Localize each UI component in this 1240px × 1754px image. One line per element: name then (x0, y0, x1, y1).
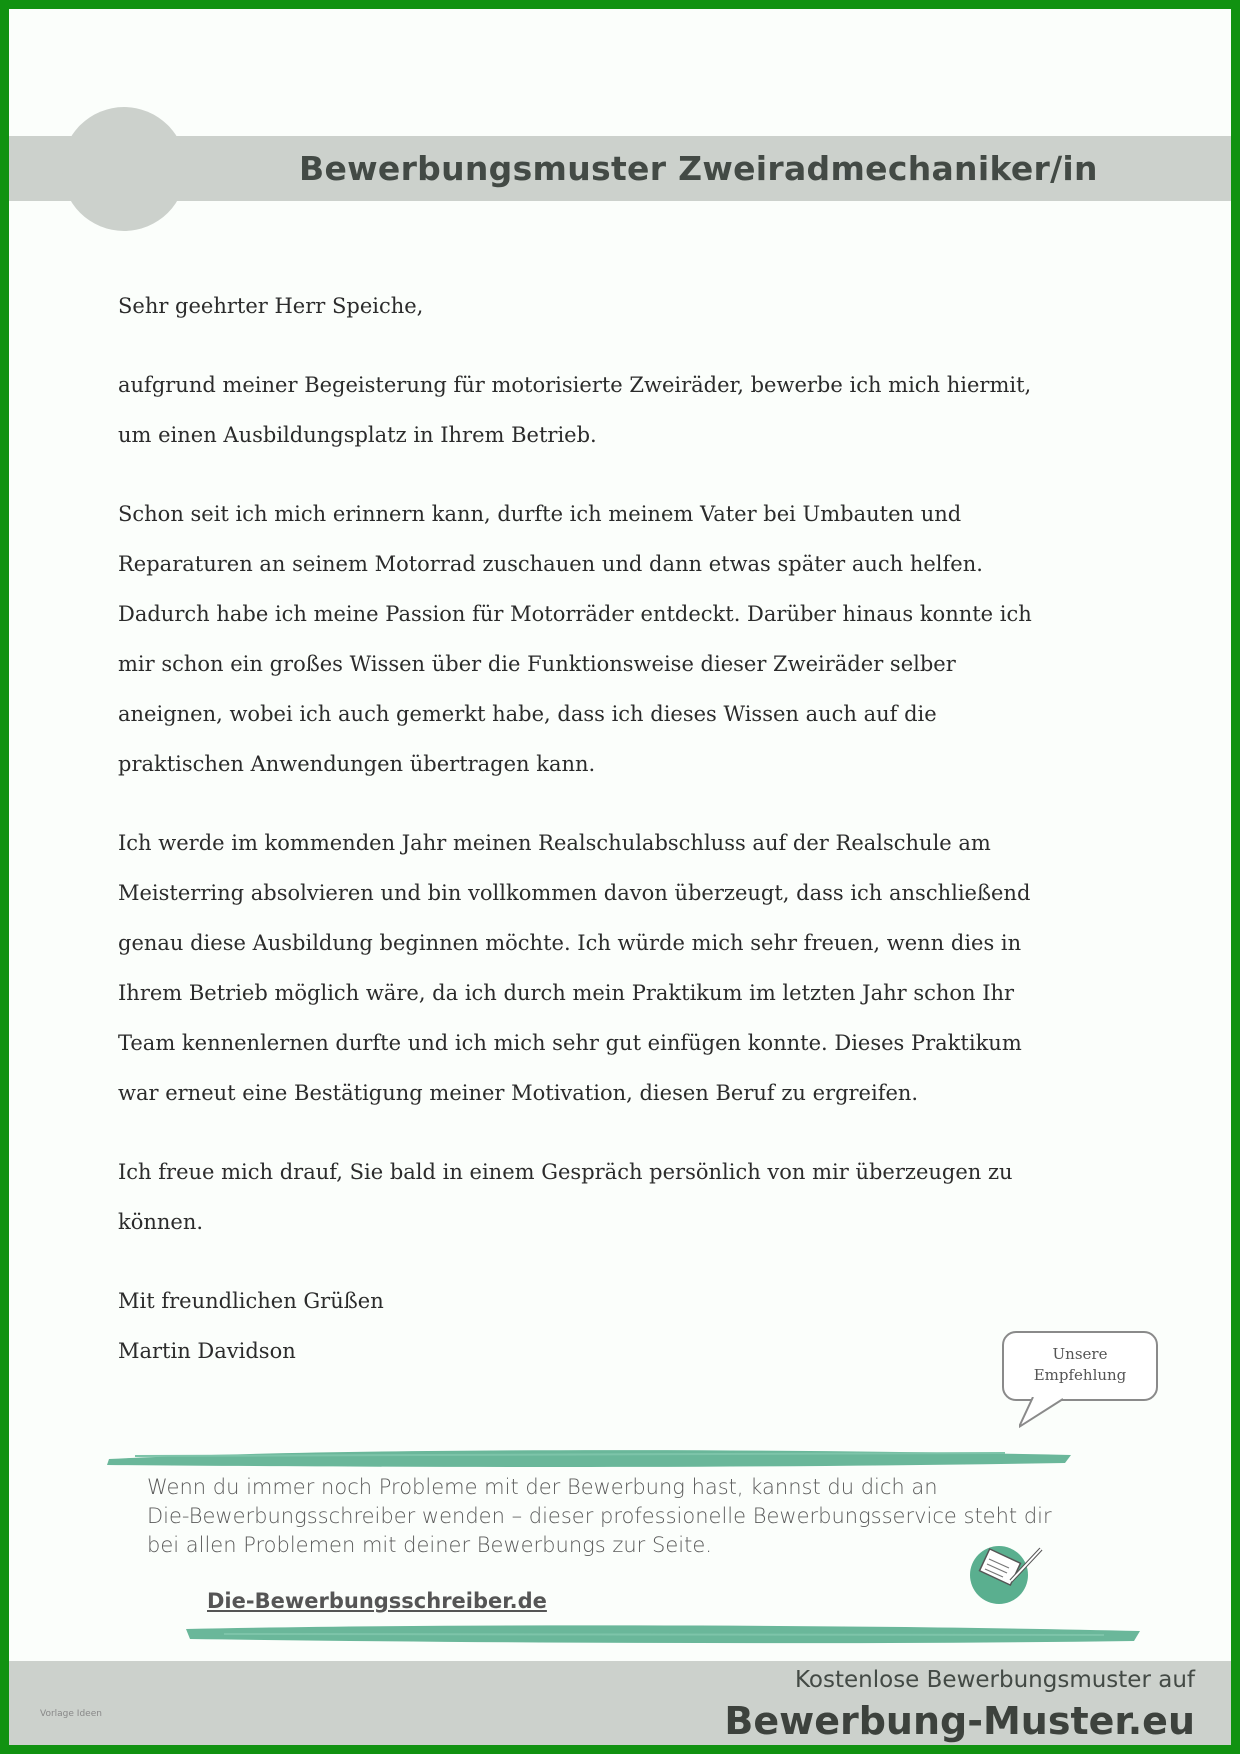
text-line: Ich werde im kommenden Jahr meinen Realschulabschluss auf der Realschule am (118, 831, 991, 855)
recommendation-bubble (1002, 1331, 1158, 1401)
text-line: können. (118, 1210, 204, 1234)
text-line: Meisterring absolvieren und bin vollkommen davon überzeugt, dass ich anschließend (118, 881, 1031, 905)
letter-closing: Mit freundlichen Grüßen (118, 1289, 384, 1313)
text-line: bei allen Problemen mit deiner Bewerbungs zur Seite. (147, 1533, 712, 1557)
text-line: Wenn du immer noch Probleme mit der Bewerbung hast, kannst du dich an (147, 1475, 938, 1499)
text-line: Reparaturen an seinem Motorrad zuschauen und dann etwas später auch helfen. (118, 552, 983, 576)
text-line: Die-Bewerbungsschreiber wenden – dieser professionelle Bewerbungsservice steht dir (147, 1504, 1052, 1528)
text-line: Schon seit ich mich erinnern kann, durfte ich meinem Vater bei Umbauten und (118, 502, 962, 526)
letter-salutation: Sehr geehrter Herr Speiche, (118, 294, 424, 318)
brush-stroke-top (105, 1445, 1075, 1471)
letter-paragraph-3 (118, 818, 1128, 1118)
text-line: aneignen, wobei ich auch gemerkt habe, dass ich dieses Wissen auch auf die (118, 702, 937, 726)
letter-body (118, 281, 1128, 1376)
footer-watermark: Vorlage Ideen (40, 1709, 102, 1719)
text-line: Team kennenlernen durfte und ich mich sehr gut einfügen konnte. Dieses Praktikum (118, 1031, 1022, 1055)
text-line: aufgrund meiner Begeisterung für motorisierte Zweiräder, bewerbe ich mich hiermit, (118, 373, 1032, 397)
footer-caption: Kostenlose Bewerbungsmuster auf (795, 1667, 1195, 1693)
letter-pen-icon (969, 1543, 1049, 1605)
brush-stroke-bottom (184, 1621, 1144, 1647)
letter-paragraph-1 (118, 360, 1128, 460)
letter-paragraph-2 (118, 489, 1128, 789)
text-line: mir schon ein großes Wissen über die Funktionsweise dieser Zweiräder selber (118, 652, 956, 676)
bubble-tail-icon (1019, 1397, 1079, 1429)
document-page (9, 9, 1231, 1745)
text-line: genau diese Ausbildung beginnen möchte. Ich würde mich sehr freuen, wenn dies in (118, 931, 1022, 955)
text-line: um einen Ausbildungsplatz in Ihrem Betrieb. (118, 423, 597, 447)
text-line: war erneut eine Bestätigung meiner Motivation, diesen Beruf zu ergreifen. (118, 1081, 919, 1105)
footer-site-name: Bewerbung-Muster.eu (724, 1699, 1195, 1743)
bubble-line: Empfehlung (1033, 1366, 1127, 1384)
letter-signature: Martin Davidson (118, 1339, 296, 1363)
text-line: Dadurch habe ich meine Passion für Motorräder entdeckt. Darüber hinaus konnte ich (118, 602, 1032, 626)
text-line: Ihrem Betrieb möglich wäre, da ich durch mein Praktikum im letzten Jahr schon Ihr (118, 981, 1015, 1005)
bubble-line: Unsere (1052, 1345, 1108, 1363)
header-circle (62, 107, 186, 231)
text-line: Ich freue mich drauf, Sie bald in einem Gespräch persönlich von mir überzeugen zu (118, 1160, 1013, 1184)
recommendation-link[interactable]: Die-Bewerbungsschreiber.de (207, 1589, 547, 1613)
page-title: Bewerbungsmuster Zweiradmechaniker/in (299, 149, 1098, 188)
text-line: praktischen Anwendungen übertragen kann. (118, 752, 596, 776)
letter-paragraph-4 (118, 1147, 1128, 1247)
